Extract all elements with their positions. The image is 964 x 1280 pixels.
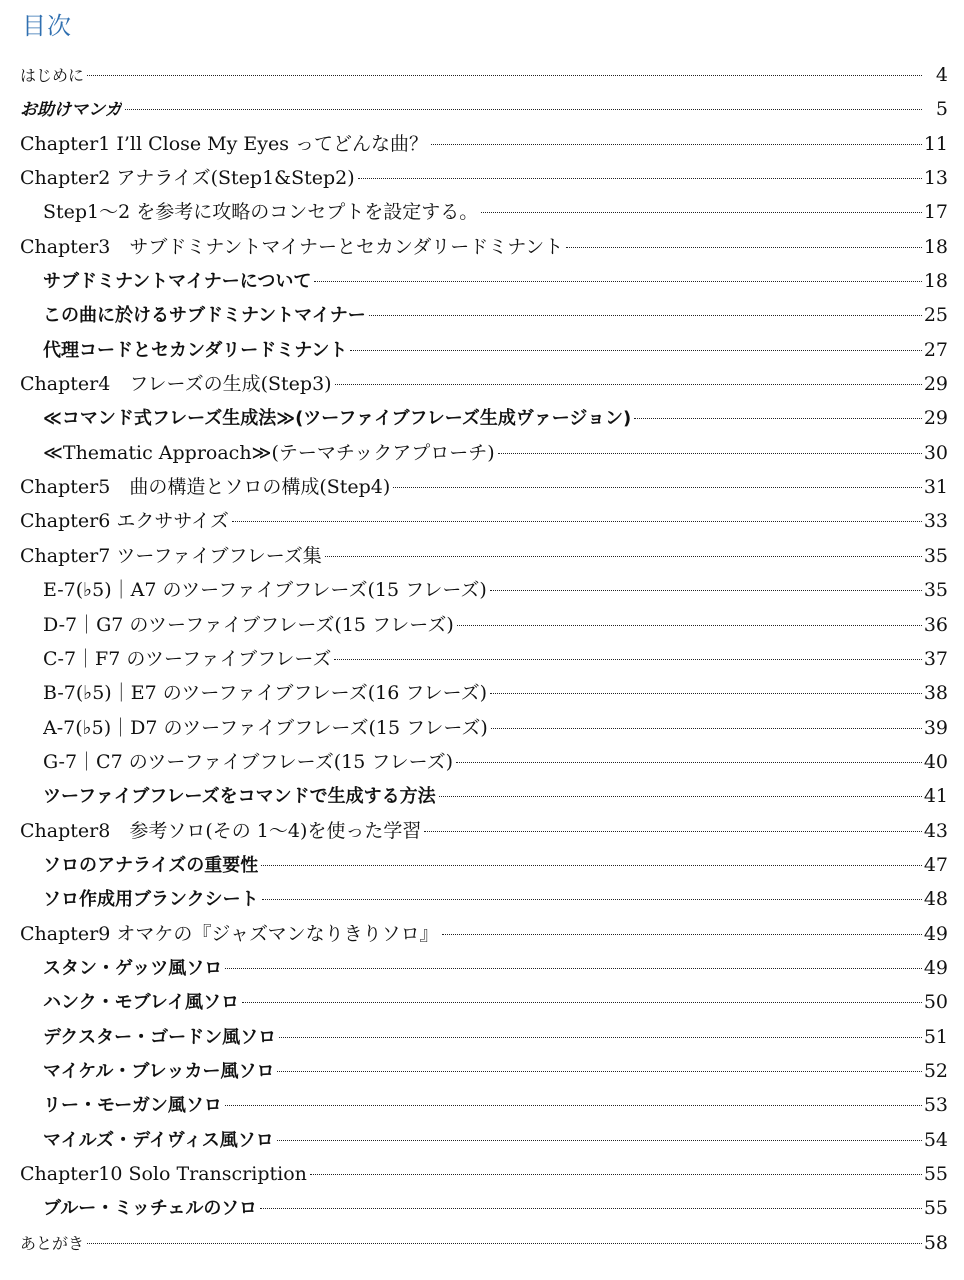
toc-entry-page-number: 33	[923, 510, 948, 533]
toc-entry-label: デクスター・ゴードン風ソロ	[43, 1026, 277, 1048]
dot-leader	[325, 556, 922, 557]
dot-leader	[424, 831, 921, 832]
dot-leader	[634, 418, 922, 419]
toc-entry-page-number: 41	[923, 785, 948, 808]
toc-entry-page-number: 18	[923, 270, 948, 293]
dot-leader	[279, 1037, 922, 1038]
toc-entry[interactable]	[20, 848, 948, 882]
toc-entry-label: お助けマンガ	[20, 100, 122, 121]
toc-entry-page-number: 47	[923, 853, 948, 876]
toc-entry-page-number: 39	[923, 716, 948, 739]
toc-entry-page-number: 58	[923, 1231, 948, 1254]
toc-entry-page-number: 40	[923, 750, 948, 773]
toc-entry-page-number: 29	[923, 373, 948, 396]
toc-entry-label: Chapter8 参考ソロ(その 1～4)を使った学習	[20, 819, 422, 842]
toc-entry[interactable]	[20, 1020, 948, 1054]
toc-entry-label: E-7(♭5)｜A7 のツーファイブフレーズ(15 フレーズ)	[43, 579, 487, 602]
toc-entry-label: D-7｜G7 のツーファイブフレーズ(15 フレーズ)	[43, 613, 454, 636]
toc-entry-page-number: 17	[923, 201, 948, 224]
dot-leader	[566, 247, 922, 248]
dot-leader	[457, 625, 922, 626]
toc-entry[interactable]	[20, 1123, 948, 1157]
toc-entry[interactable]	[20, 917, 948, 951]
dot-leader	[232, 521, 922, 522]
toc-entry[interactable]	[20, 951, 948, 985]
toc-entry[interactable]	[20, 711, 948, 745]
toc-entry[interactable]	[20, 539, 948, 573]
toc-entry[interactable]	[20, 195, 948, 229]
toc-entry-label: Step1～2 を参考に攻略のコンセプトを設定する。	[43, 201, 479, 224]
dot-leader	[334, 659, 921, 660]
toc-entry-page-number: 35	[923, 579, 948, 602]
toc-title: 目次	[22, 12, 72, 40]
dot-leader	[481, 212, 922, 213]
dot-leader	[314, 281, 921, 282]
dot-leader	[439, 796, 922, 797]
toc-entry[interactable]	[20, 814, 948, 848]
toc-entry[interactable]	[20, 298, 948, 332]
toc-entry-page-number: 49	[923, 922, 948, 945]
toc-entry-label: リー・モーガン風ソロ	[43, 1095, 222, 1117]
dot-leader	[456, 762, 922, 763]
toc-entry-label: Chapter5 曲の構造とソロの構成(Step4)	[20, 476, 391, 499]
toc-entry-label: Chapter6 エクササイズ	[20, 510, 229, 533]
toc-entry[interactable]	[20, 436, 948, 470]
dot-leader	[393, 487, 922, 488]
toc-entry-label: A-7(♭5)｜D7 のツーファイブフレーズ(15 フレーズ)	[43, 716, 488, 739]
toc-entry-label: スタン・ゲッツ風ソロ	[43, 957, 223, 979]
toc-entry-label: ブルー・ミッチェルのソロ	[43, 1198, 258, 1220]
toc-entry-page-number: 11	[923, 132, 948, 155]
toc-entry-page-number: 53	[923, 1094, 948, 1117]
toc-entry-page-number: 5	[935, 98, 948, 121]
toc-entry-page-number: 4	[935, 64, 948, 86]
dot-leader	[261, 865, 922, 866]
toc-list	[20, 58, 948, 1260]
dot-leader	[277, 1071, 921, 1072]
toc-entry-label: Chapter3 サブドミナントマイナーとセカンダリードミナント	[20, 235, 564, 258]
toc-entry-label: Chapter9 オマケの『ジャズマンなりきりソロ』	[20, 922, 439, 945]
dot-leader	[125, 109, 922, 110]
toc-entry-label: ツーファイブフレーズをコマンドで生成する方法	[43, 786, 436, 808]
toc-entry-page-number: 36	[923, 613, 948, 636]
toc-entry[interactable]	[20, 573, 948, 607]
toc-entry-label: はじめに	[20, 66, 85, 85]
toc-entry-page-number: 37	[923, 647, 948, 670]
toc-entry-page-number: 54	[923, 1128, 948, 1151]
toc-entry[interactable]	[20, 58, 948, 92]
dot-leader	[490, 693, 922, 694]
toc-entry-page-number: 51	[923, 1025, 948, 1048]
toc-entry[interactable]	[20, 985, 948, 1019]
toc-entry-label: Chapter2 アナライズ(Step1&Step2)	[20, 167, 355, 190]
toc-entry-page-number: 25	[923, 304, 948, 327]
toc-entry-label: サブドミナントマイナーについて	[43, 271, 312, 293]
toc-entry[interactable]	[20, 1191, 948, 1225]
toc-entry-page-number: 38	[923, 682, 948, 705]
toc-entry[interactable]	[20, 333, 948, 367]
toc-entry[interactable]	[20, 882, 948, 916]
toc-entry[interactable]	[20, 127, 948, 161]
dot-leader	[225, 1105, 922, 1106]
toc-entry-label: ハンク・モブレイ風ソロ	[43, 992, 240, 1014]
toc-entry-label: ソロ作成用ブランクシート	[43, 889, 259, 911]
toc-entry-label: Chapter10 Solo Transcription	[20, 1163, 307, 1185]
dot-leader	[87, 75, 922, 76]
toc-entry[interactable]	[20, 1157, 948, 1191]
toc-entry-page-number: 31	[923, 476, 948, 499]
toc-entry[interactable]	[20, 264, 948, 298]
toc-entry-label: ソロのアナライズの重要性	[43, 854, 259, 876]
toc-entry-page-number: 55	[923, 1197, 948, 1220]
toc-entry-page-number: 18	[923, 235, 948, 258]
toc-entry-label: G-7｜C7 のツーファイブフレーズ(15 フレーズ)	[43, 750, 454, 773]
toc-entry-page-number: 55	[923, 1163, 948, 1185]
dot-leader	[369, 315, 922, 316]
toc-entry-label: B-7(♭5)｜E7 のツーファイブフレーズ(16 フレーズ)	[43, 682, 488, 705]
dot-leader	[260, 1208, 922, 1209]
toc-entry-page-number: 49	[923, 956, 948, 979]
dot-leader	[242, 1002, 922, 1003]
dot-leader	[310, 1174, 922, 1175]
toc-entry-label: ≪Thematic Approach≫(テーマチックアプローチ)	[43, 441, 495, 464]
toc-entry-page-number: 43	[923, 819, 948, 842]
dot-leader	[262, 899, 922, 900]
dot-leader	[498, 453, 922, 454]
toc-entry-page-number: 29	[923, 407, 948, 430]
toc-entry-page-number: 13	[923, 167, 948, 190]
toc-entry[interactable]	[20, 504, 948, 538]
dot-leader	[277, 1140, 922, 1141]
toc-entry-page-number: 30	[923, 441, 948, 464]
toc-entry[interactable]	[20, 470, 948, 504]
toc-entry-page-number: 48	[923, 888, 948, 911]
dot-leader	[442, 934, 922, 935]
dot-leader	[225, 968, 922, 969]
toc-entry[interactable]	[20, 1226, 948, 1260]
toc-entry-label: マイケル・ブレッカー風ソロ	[43, 1060, 275, 1082]
dot-leader	[490, 590, 922, 591]
toc-entry[interactable]	[20, 230, 948, 264]
toc-entry-label: C-7｜F7 のツーファイブフレーズ	[43, 647, 332, 670]
toc-entry-label: ≪コマンド式フレーズ生成法≫(ツーファイブフレーズ生成ヴァージョン)	[43, 408, 632, 430]
toc-entry[interactable]	[20, 1088, 948, 1122]
toc-entry-page-number: 27	[923, 338, 948, 361]
dot-leader	[350, 350, 921, 351]
dot-leader	[87, 1243, 922, 1244]
toc-entry-label: マイルズ・デイヴィス風ソロ	[43, 1129, 274, 1151]
toc-entry-label: 代理コードとセカンダリードミナント	[43, 339, 348, 361]
toc-entry-page-number: 50	[923, 991, 948, 1014]
toc-entry[interactable]	[20, 1054, 948, 1088]
toc-entry[interactable]	[20, 676, 948, 710]
toc-entry[interactable]	[20, 161, 948, 195]
toc-entry-label: Chapter1 I’ll Close My Eyes ってどんな曲？	[20, 132, 429, 155]
dot-leader	[335, 384, 922, 385]
dot-leader	[431, 144, 922, 145]
toc-entry[interactable]	[20, 779, 948, 813]
toc-entry[interactable]	[20, 745, 948, 779]
toc-entry[interactable]	[20, 642, 948, 676]
toc-entry-page-number: 35	[923, 544, 948, 567]
toc-entry[interactable]	[20, 608, 948, 642]
toc-entry-label: あとがき	[20, 1233, 85, 1253]
toc-entry-label: この曲に於けるサブドミナントマイナー	[43, 305, 366, 327]
toc-entry[interactable]	[20, 401, 948, 435]
toc-entry[interactable]	[20, 92, 948, 126]
toc-entry[interactable]	[20, 367, 948, 401]
dot-leader	[491, 728, 922, 729]
toc-entry-label: Chapter4 フレーズの生成(Step3)	[20, 373, 332, 396]
toc-entry-page-number: 52	[923, 1059, 948, 1082]
dot-leader	[358, 178, 922, 179]
toc-entry-label: Chapter7 ツーファイブフレーズ集	[20, 544, 322, 567]
